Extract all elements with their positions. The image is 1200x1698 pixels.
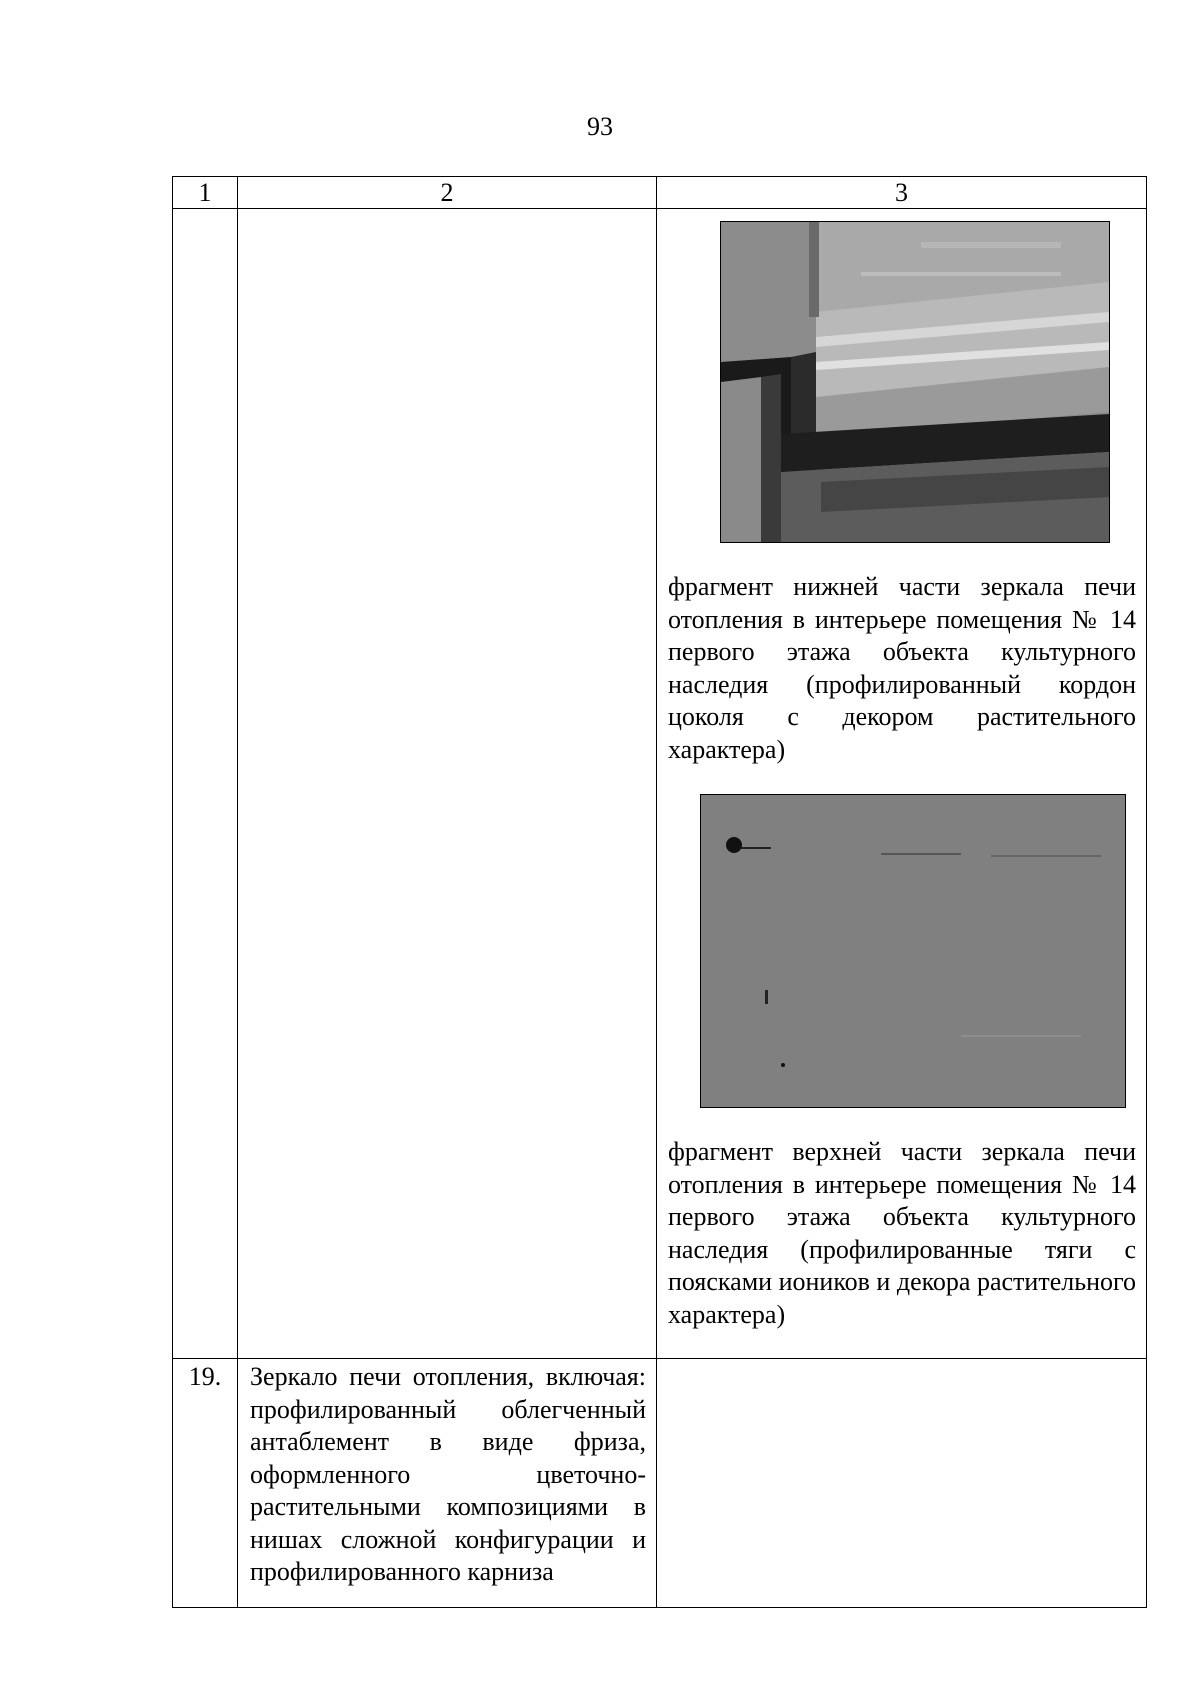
photo-upper-caption: фрагмент верхней части зеркала печи отопления в интерьере помещения № 14 первого этажа объекта культурного наследия (профилированные тяги с поясками иоников и декора растительного характера) [668, 1137, 1136, 1329]
photo-lower-fragment-image [721, 222, 1109, 542]
photo-lower-caption: фрагмент нижней части зеркала печи отопления в интерьере помещения № 14 первого этажа объекта культурного наследия (профилированный кордон цоколя с декором растительного характера) [668, 572, 1136, 764]
row-photos-cell [657, 209, 1147, 1359]
row-number-cell [173, 209, 238, 1359]
header-col-1: 1 [173, 177, 238, 209]
row-number-cell: 19. [173, 1359, 238, 1608]
row-description-cell: Зеркало печи отопления, включая: профилированный облегченный антаблемент в виде фриза, оформленного цветочно-растительными композициями в нишах сложной конфигурации и профилированного карниза [238, 1359, 657, 1608]
photo-upper-fragment [700, 794, 1126, 1108]
table-header-row [173, 177, 1147, 209]
table-row [173, 209, 1147, 1359]
document-table [172, 176, 1147, 1608]
row-description-cell [238, 209, 657, 1359]
photo-upper-fragment-image [701, 795, 1125, 1107]
page-number: 93 [587, 112, 613, 141]
header-col-2: 2 [238, 177, 657, 209]
header-col-3: 3 [657, 177, 1147, 209]
table-row [173, 1359, 1147, 1608]
photo-lower-fragment [720, 221, 1110, 543]
row-photos-cell [657, 1359, 1147, 1608]
